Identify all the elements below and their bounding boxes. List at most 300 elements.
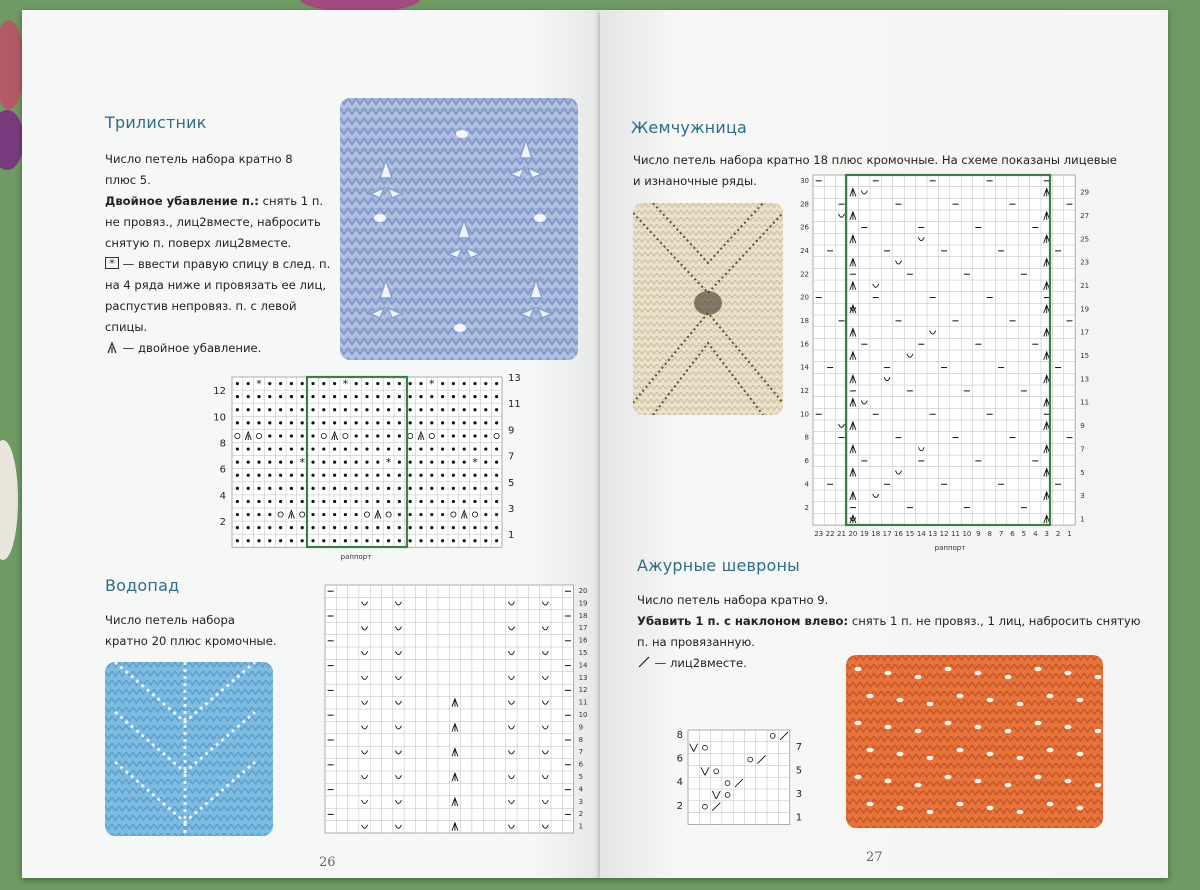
row-number: 8 xyxy=(676,730,683,741)
eyelet-hole xyxy=(1077,698,1084,703)
purl-dot xyxy=(236,500,239,503)
purl-dot xyxy=(387,500,390,503)
zhemchuzhnitsa-knit-image xyxy=(633,203,783,415)
purl-dot xyxy=(322,500,325,503)
purl-dot xyxy=(398,421,401,424)
purl-dot xyxy=(495,395,498,398)
purl-dot xyxy=(387,382,390,385)
purl-dot xyxy=(398,382,401,385)
eyelet-hole xyxy=(975,671,982,676)
purl-dot xyxy=(365,487,368,490)
purl-dot xyxy=(484,539,487,542)
purl-dot xyxy=(452,382,455,385)
purl-dot xyxy=(409,500,412,503)
purl-dot xyxy=(268,395,271,398)
purl-dot xyxy=(257,421,260,424)
star-mark: * xyxy=(299,456,305,470)
purl-dot xyxy=(484,421,487,424)
purl-dot xyxy=(311,513,314,516)
column-number: 11 xyxy=(951,530,960,539)
purl-dot xyxy=(236,447,239,450)
purl-dot xyxy=(463,408,466,411)
purl-dot xyxy=(311,421,314,424)
row-number: 5 xyxy=(795,765,803,777)
trilistnik-chart xyxy=(198,370,521,565)
zhemchuzhnitsa-left-row-numbers xyxy=(800,177,809,512)
column-number: 1 xyxy=(1067,530,1072,539)
eyelet-hole xyxy=(1095,729,1102,734)
row-number: 16 xyxy=(800,340,809,349)
column-number: 19 xyxy=(859,530,869,539)
eyelet-hole xyxy=(897,752,904,757)
trilistnik-line: на 4 ряда ниже и провязать ее лиц, xyxy=(105,278,327,292)
eyelet-hole xyxy=(945,721,952,726)
row-number: 19 xyxy=(578,599,588,608)
row-number: 7 xyxy=(1080,445,1085,454)
purl-dot xyxy=(333,408,336,411)
row-number: 10 xyxy=(800,410,809,419)
purl-dot xyxy=(301,382,304,385)
row-number: 13 xyxy=(1080,375,1090,384)
row-number: 1 xyxy=(508,530,515,542)
purl-dot xyxy=(268,500,271,503)
purl-dot xyxy=(473,526,476,529)
purl-dot xyxy=(333,447,336,450)
eyelet-hole xyxy=(975,725,982,730)
purl-dot xyxy=(311,408,314,411)
purl-dot xyxy=(257,526,260,529)
purl-dot xyxy=(463,382,466,385)
purl-dot xyxy=(376,487,379,490)
purl-dot xyxy=(301,421,304,424)
purl-dot xyxy=(257,395,260,398)
purl-dot xyxy=(495,461,498,464)
column-number: 13 xyxy=(928,530,938,539)
purl-dot xyxy=(236,474,239,477)
purl-dot xyxy=(484,382,487,385)
purl-dot xyxy=(236,461,239,464)
eyelet-hole xyxy=(957,748,964,753)
purl-dot xyxy=(257,500,260,503)
purl-dot xyxy=(268,421,271,424)
row-number: 21 xyxy=(1080,282,1090,291)
purl-dot xyxy=(495,500,498,503)
purl-dot xyxy=(290,500,293,503)
purl-dot xyxy=(311,395,314,398)
row-number: 3 xyxy=(1080,492,1085,501)
purl-dot xyxy=(247,461,250,464)
eyelet-hole xyxy=(987,752,994,757)
purl-dot xyxy=(430,421,433,424)
purl-dot xyxy=(268,474,271,477)
row-number: 3 xyxy=(795,789,803,800)
purl-dot xyxy=(452,434,455,437)
purl-dot xyxy=(247,474,250,477)
purl-dot xyxy=(344,487,347,490)
svg-text:*: * xyxy=(109,257,115,269)
column-number: 14 xyxy=(916,530,926,539)
purl-dot xyxy=(236,421,239,424)
row-number: 9 xyxy=(1080,422,1085,431)
purl-dot xyxy=(376,526,379,529)
purl-dot xyxy=(333,487,336,490)
row-number: 18 xyxy=(578,611,588,620)
purl-dot xyxy=(473,447,476,450)
purl-dot xyxy=(376,461,379,464)
purl-dot xyxy=(355,513,358,516)
trilistnik-text: — ввести правую спицу в след. п. xyxy=(119,257,331,271)
purl-dot xyxy=(365,461,368,464)
eyelet-hole xyxy=(987,806,994,811)
purl-dot xyxy=(236,513,239,516)
column-number: 23 xyxy=(814,530,824,539)
purl-dot xyxy=(419,461,422,464)
column-number: 17 xyxy=(882,530,892,539)
purl-dot xyxy=(247,447,250,450)
purl-dot xyxy=(268,408,271,411)
background-flower-decoration xyxy=(0,110,24,170)
zhemchuzhnitsa-photo xyxy=(633,203,783,415)
zhemchuzhnitsa-line: и изнаночные ряды. xyxy=(633,174,757,188)
purl-dot xyxy=(268,526,271,529)
zhemchuzhnitsa-column-numbers xyxy=(814,530,1071,538)
azhurnye-right-row-numbers xyxy=(796,742,802,824)
eyelet-hole xyxy=(1005,783,1012,788)
eyelet-hole xyxy=(897,806,904,811)
star-mark: * xyxy=(429,377,435,391)
purl-dot xyxy=(301,539,304,542)
row-number: 2 xyxy=(804,503,809,512)
zhemchuzhnitsa-chart-grid xyxy=(813,175,1075,525)
row-number: 27 xyxy=(1080,212,1090,221)
eyelet-hole xyxy=(1047,748,1054,753)
purl-dot xyxy=(376,408,379,411)
trilistnik-photo xyxy=(340,98,578,360)
purl-dot xyxy=(376,447,379,450)
row-number: 14 xyxy=(800,363,809,372)
column-number: 7 xyxy=(998,530,1004,539)
purl-dot xyxy=(365,447,368,450)
purl-dot xyxy=(409,395,412,398)
purl-dot xyxy=(322,461,325,464)
purl-dot xyxy=(376,421,379,424)
purl-dot xyxy=(301,500,304,503)
row-number: 3 xyxy=(508,504,515,515)
row-number: 6 xyxy=(676,753,683,765)
purl-dot xyxy=(387,487,390,490)
column-number: 6 xyxy=(1010,530,1015,539)
row-number: 1 xyxy=(1080,515,1085,524)
purl-dot xyxy=(387,434,390,437)
purl-dot xyxy=(430,526,433,529)
row-number: 5 xyxy=(578,773,584,781)
purl-dot xyxy=(290,474,293,477)
purl-dot xyxy=(355,487,358,490)
purl-dot xyxy=(322,513,325,516)
trilistnik-line: спицы. xyxy=(105,320,148,334)
purl-dot xyxy=(376,539,379,542)
purl-dot xyxy=(484,513,487,516)
eyelet-hole xyxy=(1017,756,1024,761)
eyelet-hole xyxy=(975,779,982,784)
page-number-left: 26 xyxy=(319,855,336,870)
eyelet-hole xyxy=(915,675,922,680)
eyelet-hole xyxy=(927,810,934,815)
column-number: 21 xyxy=(837,530,846,539)
purl-dot xyxy=(311,447,314,450)
purl-dot xyxy=(333,461,336,464)
purl-dot xyxy=(279,408,282,411)
eyelet-hole xyxy=(1047,802,1054,807)
purl-dot xyxy=(419,447,422,450)
eyelet-hole xyxy=(915,729,922,734)
purl-dot xyxy=(473,408,476,411)
vodopad-row-numbers xyxy=(579,587,588,831)
eyelet-hole xyxy=(1077,752,1084,757)
azhurnye-text: — лиц2вместе. xyxy=(651,656,747,670)
row-number: 19 xyxy=(1080,305,1090,314)
purl-dot xyxy=(387,447,390,450)
zhemchuzhnitsa-right-row-numbers xyxy=(1080,189,1089,524)
purl-dot xyxy=(290,395,293,398)
purl-dot xyxy=(473,382,476,385)
purl-dot xyxy=(398,395,401,398)
purl-dot xyxy=(441,539,444,542)
zhemchuzhnitsa-chart xyxy=(790,173,1110,558)
eyelet-hole xyxy=(885,779,892,784)
purl-dot xyxy=(365,408,368,411)
eyelet-hole xyxy=(1095,675,1102,680)
row-number: 12 xyxy=(800,387,809,396)
purl-dot xyxy=(452,408,455,411)
eyelet-hole xyxy=(957,694,964,699)
purl-dot xyxy=(495,447,498,450)
purl-dot xyxy=(257,408,260,411)
purl-dot xyxy=(495,526,498,529)
purl-dot xyxy=(473,395,476,398)
purl-dot xyxy=(333,474,336,477)
purl-dot xyxy=(441,421,444,424)
row-number: 17 xyxy=(1080,328,1090,337)
row-number: 10 xyxy=(213,412,226,424)
purl-dot xyxy=(301,408,304,411)
purl-dot xyxy=(344,474,347,477)
purl-dot xyxy=(322,447,325,450)
purl-dot xyxy=(290,526,293,529)
row-number: 4 xyxy=(578,785,584,794)
purl-dot xyxy=(409,382,412,385)
eyelet-hole xyxy=(885,671,892,676)
purl-dot xyxy=(452,447,455,450)
purl-dot xyxy=(257,447,260,450)
purl-dot xyxy=(484,487,487,490)
purl-dot xyxy=(279,500,282,503)
azhurnye-line: Число петель набора кратно 9. xyxy=(637,593,829,607)
row-number: 11 xyxy=(578,698,588,707)
purl-dot xyxy=(344,461,347,464)
row-number: 8 xyxy=(804,433,809,442)
trilistnik-line: снятую п. поверх лиц2вместе. xyxy=(105,236,292,250)
row-number: 8 xyxy=(578,735,584,744)
trilistnik-line: не провяз., лиц2вместе, набросить xyxy=(105,215,321,229)
column-number: 20 xyxy=(848,530,858,539)
column-number: 2 xyxy=(1055,530,1061,539)
purl-dot xyxy=(409,513,412,516)
purl-dot xyxy=(344,408,347,411)
purl-dot xyxy=(311,500,314,503)
purl-dot xyxy=(430,461,433,464)
eyelet-hole xyxy=(915,783,922,788)
purl-dot xyxy=(355,526,358,529)
background-flower-decoration xyxy=(0,20,24,110)
purl-dot xyxy=(311,382,314,385)
purl-dot xyxy=(365,421,368,424)
purl-dot xyxy=(376,395,379,398)
eyelet-hole xyxy=(1047,694,1054,699)
purl-dot xyxy=(290,461,293,464)
purl-dot xyxy=(290,487,293,490)
row-number: 12 xyxy=(578,686,588,695)
zhemchuzhnitsa-title: Жемчужница xyxy=(631,118,748,137)
purl-dot xyxy=(290,447,293,450)
purl-dot xyxy=(463,461,466,464)
purl-dot xyxy=(257,487,260,490)
vodopad-line: кратно 20 плюс кромочные. xyxy=(105,634,277,648)
column-number: 18 xyxy=(871,530,881,539)
purl-dot xyxy=(355,447,358,450)
purl-dot xyxy=(322,395,325,398)
purl-dot xyxy=(311,487,314,490)
asterisk-box-symbol-icon xyxy=(105,257,119,269)
eyelet-hole xyxy=(927,702,934,707)
left-page xyxy=(22,10,600,878)
purl-dot xyxy=(441,382,444,385)
purl-dot xyxy=(430,487,433,490)
row-number: 30 xyxy=(800,177,809,185)
purl-dot xyxy=(322,474,325,477)
purl-dot xyxy=(398,434,401,437)
purl-dot xyxy=(355,395,358,398)
purl-dot xyxy=(495,408,498,411)
eyelet-hole xyxy=(1065,725,1072,730)
eyelet-hole xyxy=(867,694,874,699)
row-number: 7 xyxy=(578,748,584,757)
purl-dot xyxy=(398,408,401,411)
purl-dot xyxy=(344,513,347,516)
azhurnye-title: Ажурные шевроны xyxy=(637,556,800,575)
purl-dot xyxy=(322,408,325,411)
eyelet-hole xyxy=(927,756,934,761)
purl-dot xyxy=(495,421,498,424)
purl-dot xyxy=(484,526,487,529)
trilistnik-line xyxy=(105,254,335,275)
purl-dot xyxy=(452,526,455,529)
star-mark: * xyxy=(385,456,392,470)
vodopad-line: Число петель набора xyxy=(105,613,235,627)
trilistnik-line xyxy=(105,338,335,359)
purl-dot xyxy=(441,513,444,516)
purl-dot xyxy=(365,500,368,503)
row-number: 6 xyxy=(804,457,809,466)
purl-dot xyxy=(398,513,401,516)
purl-dot xyxy=(463,526,466,529)
purl-dot xyxy=(311,461,314,464)
purl-dot xyxy=(463,487,466,490)
purl-dot xyxy=(441,461,444,464)
azhurnye-knit-image xyxy=(846,655,1103,828)
trilistnik-line: плюс 5. xyxy=(105,173,151,187)
row-number: 10 xyxy=(578,711,588,719)
eyelet-hole xyxy=(945,775,952,780)
purl-dot xyxy=(279,434,282,437)
purl-dot xyxy=(409,539,412,542)
purl-dot xyxy=(441,500,444,503)
eyelet-hole xyxy=(897,698,904,703)
row-number: 22 xyxy=(800,270,809,279)
purl-dot xyxy=(387,421,390,424)
star-mark: * xyxy=(256,377,262,391)
trilistnik-line: Число петель набора кратно 8 xyxy=(105,152,293,166)
row-number: 5 xyxy=(508,477,515,489)
purl-dot xyxy=(333,382,336,385)
purl-dot xyxy=(247,526,250,529)
purl-dot xyxy=(322,526,325,529)
row-number: 28 xyxy=(800,200,809,209)
purl-dot xyxy=(355,434,358,437)
row-number: 4 xyxy=(219,490,226,502)
trilistnik-title: Трилистник xyxy=(105,113,207,132)
purl-dot xyxy=(333,526,336,529)
purl-dot xyxy=(419,539,422,542)
purl-dot xyxy=(398,526,401,529)
purl-dot xyxy=(301,474,304,477)
row-number: 12 xyxy=(213,386,226,398)
purl-dot xyxy=(387,408,390,411)
purl-dot xyxy=(355,382,358,385)
purl-dot xyxy=(322,421,325,424)
purl-dot xyxy=(333,421,336,424)
row-number: 25 xyxy=(1080,235,1090,244)
purl-dot xyxy=(365,434,368,437)
purl-dot xyxy=(441,474,444,477)
purl-dot xyxy=(463,500,466,503)
eyelet-hole xyxy=(1005,675,1012,680)
purl-dot xyxy=(268,382,271,385)
row-number: 4 xyxy=(676,777,683,789)
purl-dot xyxy=(301,395,304,398)
vodopad-photo xyxy=(105,662,273,836)
purl-dot xyxy=(409,461,412,464)
eyelet-hole xyxy=(957,802,964,807)
column-number: 12 xyxy=(939,530,949,539)
purl-dot xyxy=(290,382,293,385)
purl-dot xyxy=(473,434,476,437)
eyelet-hole xyxy=(867,802,874,807)
purl-dot xyxy=(365,539,368,542)
bold-label: Убавить 1 п. с наклоном влево: xyxy=(637,614,849,628)
purl-dot xyxy=(495,474,498,477)
azhurnye-chart xyxy=(668,726,828,838)
purl-dot xyxy=(257,461,260,464)
purl-dot xyxy=(409,421,412,424)
purl-dot xyxy=(301,447,304,450)
purl-dot xyxy=(495,487,498,490)
azhurnye-line: п. на провязанную. xyxy=(637,635,755,649)
purl-dot xyxy=(409,526,412,529)
purl-dot xyxy=(322,539,325,542)
column-number: 5 xyxy=(1021,530,1027,539)
purl-dot xyxy=(398,474,401,477)
